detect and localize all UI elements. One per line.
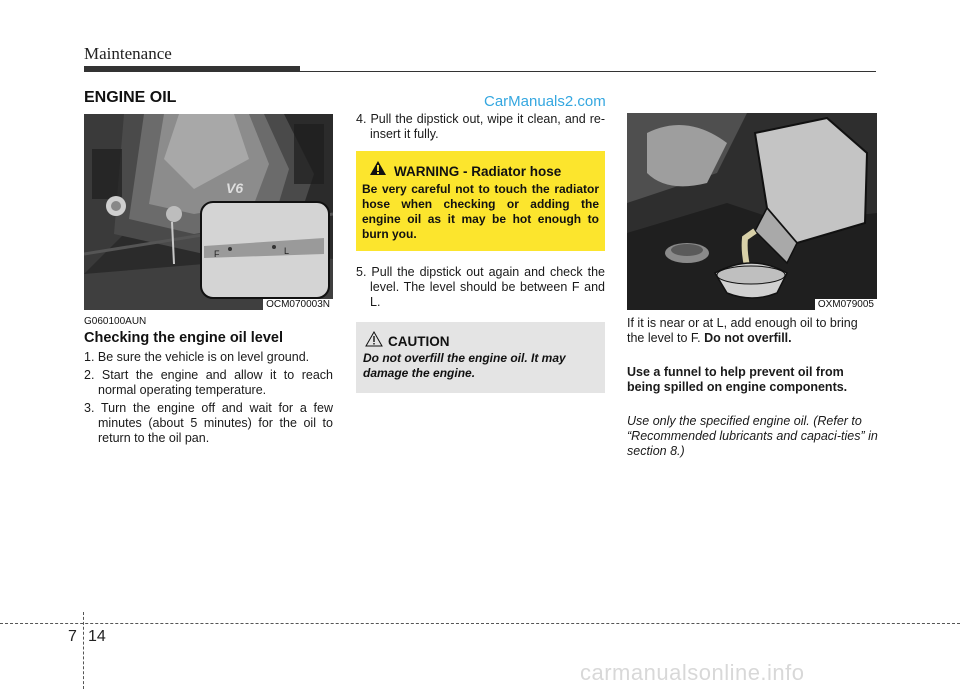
add-oil-text: If it is near or at L, add enough oil to bring the level to F.	[627, 316, 858, 345]
reference-code: G060100AUN	[84, 316, 147, 327]
engine-dipstick-photo	[84, 114, 333, 310]
caution-icon	[365, 331, 383, 352]
section-header: Maintenance	[84, 44, 172, 63]
step-4	[356, 112, 605, 145]
warning-body: Be very careful not to touch the radiator hose when checking or adding the engine oil as it may be hot enough to burn you.	[362, 182, 599, 241]
specified-oil-paragraph: Use only the specified engine oil. (Refer to “Recommended lubricants and capaci-ties” in section 8.)	[627, 414, 878, 458]
oil-pouring-photo	[627, 113, 877, 310]
step-5	[356, 265, 605, 313]
warning-icon	[369, 160, 387, 181]
steps-list	[84, 350, 333, 449]
engine-cover-illustration	[84, 114, 333, 310]
photo-caption-right: OXM079005	[815, 299, 877, 310]
header-rule-thick	[84, 66, 300, 72]
oil-fill-illustration	[627, 113, 877, 310]
funnel-paragraph: Use a funnel to help prevent oil from being spilled on engine components.	[627, 365, 848, 394]
list-item: 4. Pull the dipstick out, wipe it clean, and re-insert it fully.	[356, 112, 605, 141]
v6-badge: V6	[226, 180, 244, 196]
watermark-text: CarManuals2.com	[484, 93, 606, 110]
photo-caption-left: OCM070003N	[263, 299, 333, 310]
site-watermark: carmanualsonline.info	[580, 660, 805, 685]
do-not-overfill-text: Do not overfill.	[704, 331, 792, 345]
list-item: 5. Pull the dipstick out again and check the level. The level should be between F and L.	[356, 265, 605, 309]
dipstick-f-mark: F	[214, 249, 220, 259]
caution-body: Do not overfill the engine oil. It may damage the engine.	[363, 351, 566, 380]
footer-rule	[0, 623, 960, 624]
add-oil-paragraph	[627, 316, 877, 346]
dipstick-l-mark: L	[284, 246, 290, 256]
header-rule-thin	[300, 71, 876, 72]
page-title: ENGINE OIL	[84, 89, 177, 106]
subsection-heading: Checking the engine oil level	[84, 330, 284, 346]
caution-title: CAUTION	[388, 334, 450, 349]
footer-divider	[83, 612, 84, 689]
list-item: 1. Be sure the vehicle is on level ground.	[84, 350, 310, 364]
page-number: 14	[88, 628, 106, 645]
list-item: 3. Turn the engine off and wait for a few minutes (about 5 minutes) for the oil to return to the oil pan.	[84, 401, 333, 445]
list-item: 2. Start the engine and allow it to reach normal operating temperature.	[84, 368, 333, 397]
chapter-number: 7	[68, 628, 77, 645]
warning-title: WARNING - Radiator hose	[394, 164, 562, 179]
